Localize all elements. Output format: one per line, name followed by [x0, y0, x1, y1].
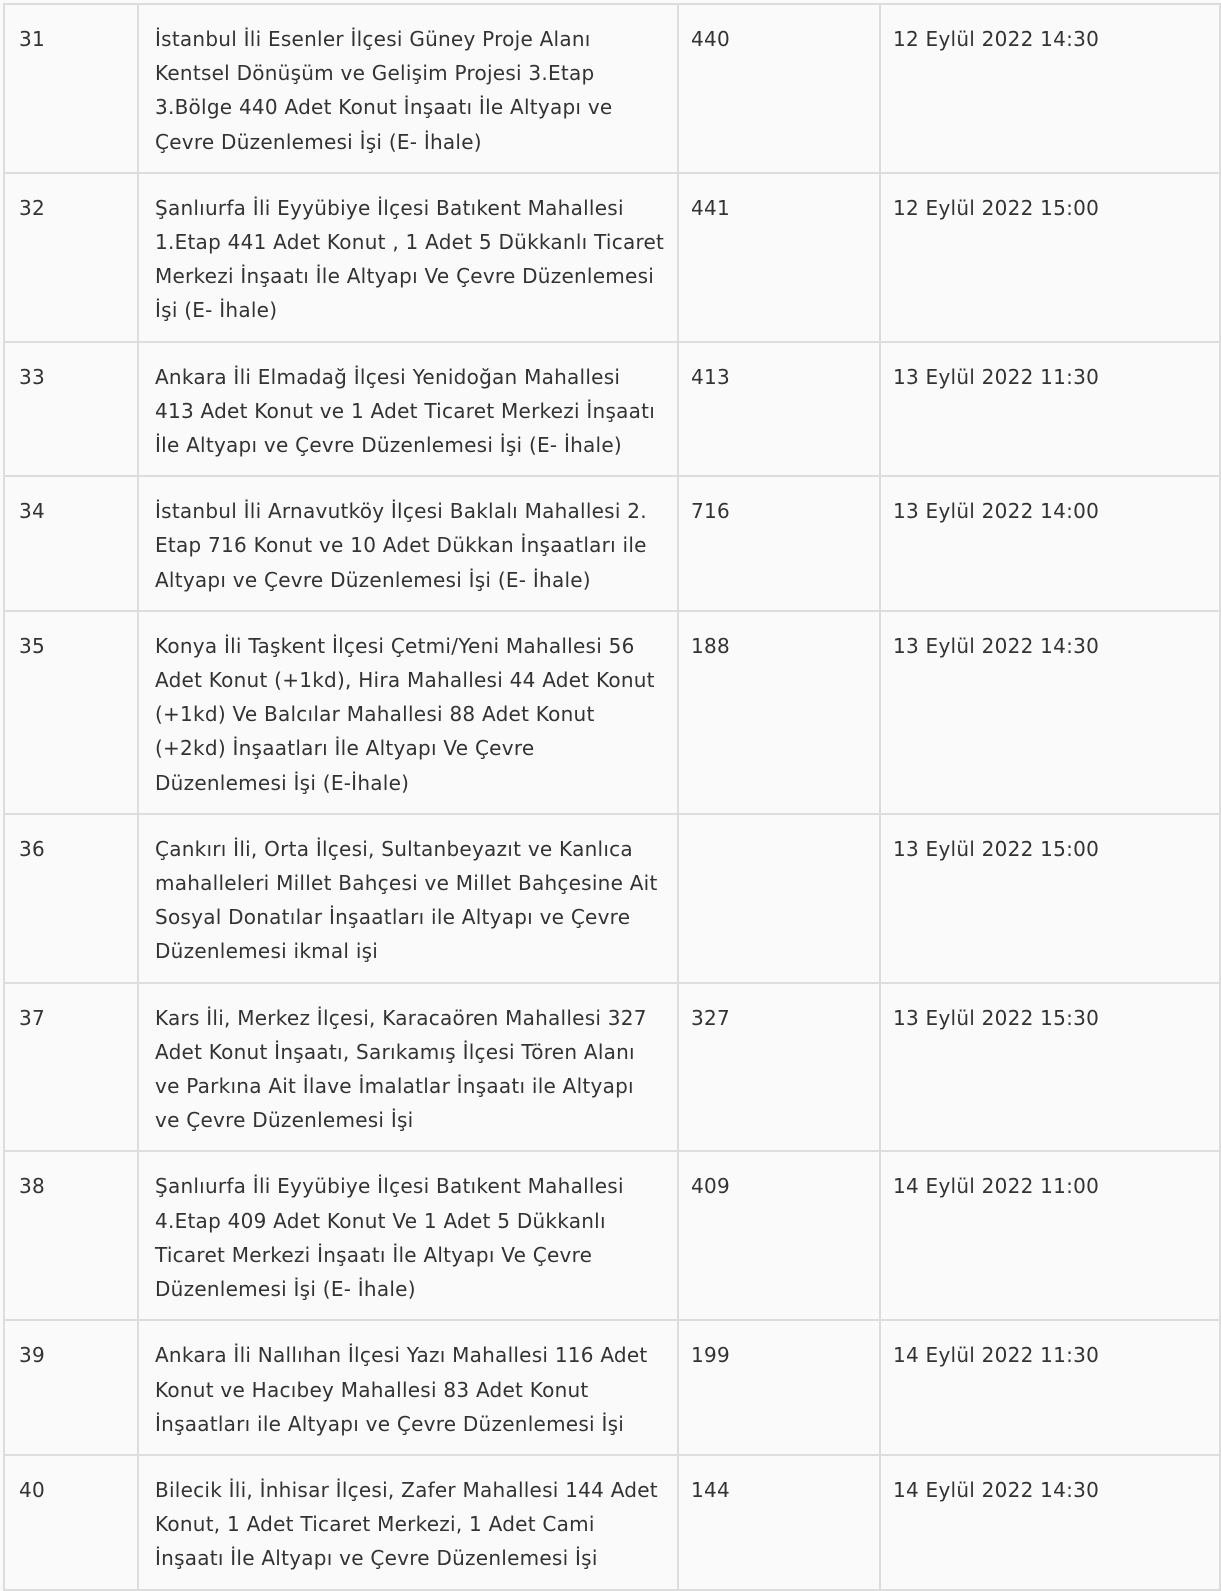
- row-number: 32: [4, 173, 138, 342]
- table-row: [4, 173, 1220, 342]
- table-row: [4, 1151, 1220, 1320]
- housing-count: [678, 814, 880, 983]
- row-number: 39: [4, 1320, 138, 1455]
- tender-description: Konya İli Taşkent İlçesi Çetmi/Yeni Mahallesi 56 Adet Konut (+1kd), Hira Mahallesi 44 Adet Konut (+1kd) Ve Balcılar Mahallesi 88 Adet Konut (+2kd) İnşaatları İle Altyapı Ve Çevre Düzenlemesi İşi (E-İhale): [138, 611, 678, 814]
- tender-description: Çankırı İli, Orta İlçesi, Sultanbeyazıt ve Kanlıca mahalleleri Millet Bahçesi ve Millet Bahçesine Ait Sosyal Donatılar İnşaatları ile Altyapı ve Çevre Düzenlemesi ikmal işi: [138, 814, 678, 983]
- housing-count: 144: [678, 1455, 880, 1590]
- tender-description: İstanbul İli Arnavutköy İlçesi Baklalı Mahallesi 2. Etap 716 Konut ve 10 Adet Dükkan İnşaatları ile Altyapı ve Çevre Düzenlemesi İşi (E- İhale): [138, 476, 678, 611]
- table-row: [4, 814, 1220, 983]
- tender-date: 12 Eylül 2022 15:00: [880, 173, 1220, 342]
- housing-count: 199: [678, 1320, 880, 1455]
- row-number: 38: [4, 1151, 138, 1320]
- tender-table: [3, 3, 1221, 1591]
- housing-count: 716: [678, 476, 880, 611]
- row-number: 37: [4, 983, 138, 1152]
- tender-table-body: [4, 4, 1220, 1590]
- housing-count: 441: [678, 173, 880, 342]
- row-number: 36: [4, 814, 138, 983]
- housing-count: 413: [678, 342, 880, 477]
- table-row: [4, 4, 1220, 173]
- row-number: 40: [4, 1455, 138, 1590]
- tender-date: 14 Eylül 2022 11:30: [880, 1320, 1220, 1455]
- tender-date: 14 Eylül 2022 11:00: [880, 1151, 1220, 1320]
- table-row: [4, 983, 1220, 1152]
- tender-description: Ankara İli Nallıhan İlçesi Yazı Mahallesi 116 Adet Konut ve Hacıbey Mahallesi 83 Adet Konut İnşaatları ile Altyapı ve Çevre Düzenlemesi İşi: [138, 1320, 678, 1455]
- tender-date: 13 Eylül 2022 14:30: [880, 611, 1220, 814]
- housing-count: 188: [678, 611, 880, 814]
- row-number: 31: [4, 4, 138, 173]
- table-row: [4, 476, 1220, 611]
- tender-description: İstanbul İli Esenler İlçesi Güney Proje Alanı Kentsel Dönüşüm ve Gelişim Projesi 3.Etap 3.Bölge 440 Adet Konut İnşaatı İle Altyapı ve Çevre Düzenlemesi İşi (E- İhale): [138, 4, 678, 173]
- row-number: 35: [4, 611, 138, 814]
- tender-description: Bilecik İli, İnhisar İlçesi, Zafer Mahallesi 144 Adet Konut, 1 Adet Ticaret Merkezi, 1 Adet Cami İnşaatı İle Altyapı ve Çevre Düzenlemesi İşi: [138, 1455, 678, 1590]
- table-row: [4, 1455, 1220, 1590]
- tender-date: 14 Eylül 2022 14:30: [880, 1455, 1220, 1590]
- tender-date: 13 Eylül 2022 11:30: [880, 342, 1220, 477]
- housing-count: 440: [678, 4, 880, 173]
- tender-description: Kars İli, Merkez İlçesi, Karacaören Mahallesi 327 Adet Konut İnşaatı, Sarıkamış İlçesi Tören Alanı ve Parkına Ait İlave İmalatlar İnşaatı ile Altyapı ve Çevre Düzenlemesi İşi: [138, 983, 678, 1152]
- tender-date: 13 Eylül 2022 15:30: [880, 983, 1220, 1152]
- housing-count: 409: [678, 1151, 880, 1320]
- tender-description: Şanlıurfa İli Eyyübiye İlçesi Batıkent Mahallesi 1.Etap 441 Adet Konut , 1 Adet 5 Dükkanlı Ticaret Merkezi İnşaatı İle Altyapı Ve Çevre Düzenlemesi İşi (E- İhale): [138, 173, 678, 342]
- table-row: [4, 1320, 1220, 1455]
- tender-date: 12 Eylül 2022 14:30: [880, 4, 1220, 173]
- housing-count: 327: [678, 983, 880, 1152]
- tender-description: Şanlıurfa İli Eyyübiye İlçesi Batıkent Mahallesi 4.Etap 409 Adet Konut Ve 1 Adet 5 Dükkanlı Ticaret Merkezi İnşaatı İle Altyapı Ve Çevre Düzenlemesi İşi (E- İhale): [138, 1151, 678, 1320]
- table-row: [4, 342, 1220, 477]
- row-number: 34: [4, 476, 138, 611]
- tender-date: 13 Eylül 2022 15:00: [880, 814, 1220, 983]
- row-number: 33: [4, 342, 138, 477]
- table-row: [4, 611, 1220, 814]
- tender-date: 13 Eylül 2022 14:00: [880, 476, 1220, 611]
- tender-description: Ankara İli Elmadağ İlçesi Yenidoğan Mahallesi 413 Adet Konut ve 1 Adet Ticaret Merkezi İnşaatı İle Altyapı ve Çevre Düzenlemesi İşi (E- İhale): [138, 342, 678, 477]
